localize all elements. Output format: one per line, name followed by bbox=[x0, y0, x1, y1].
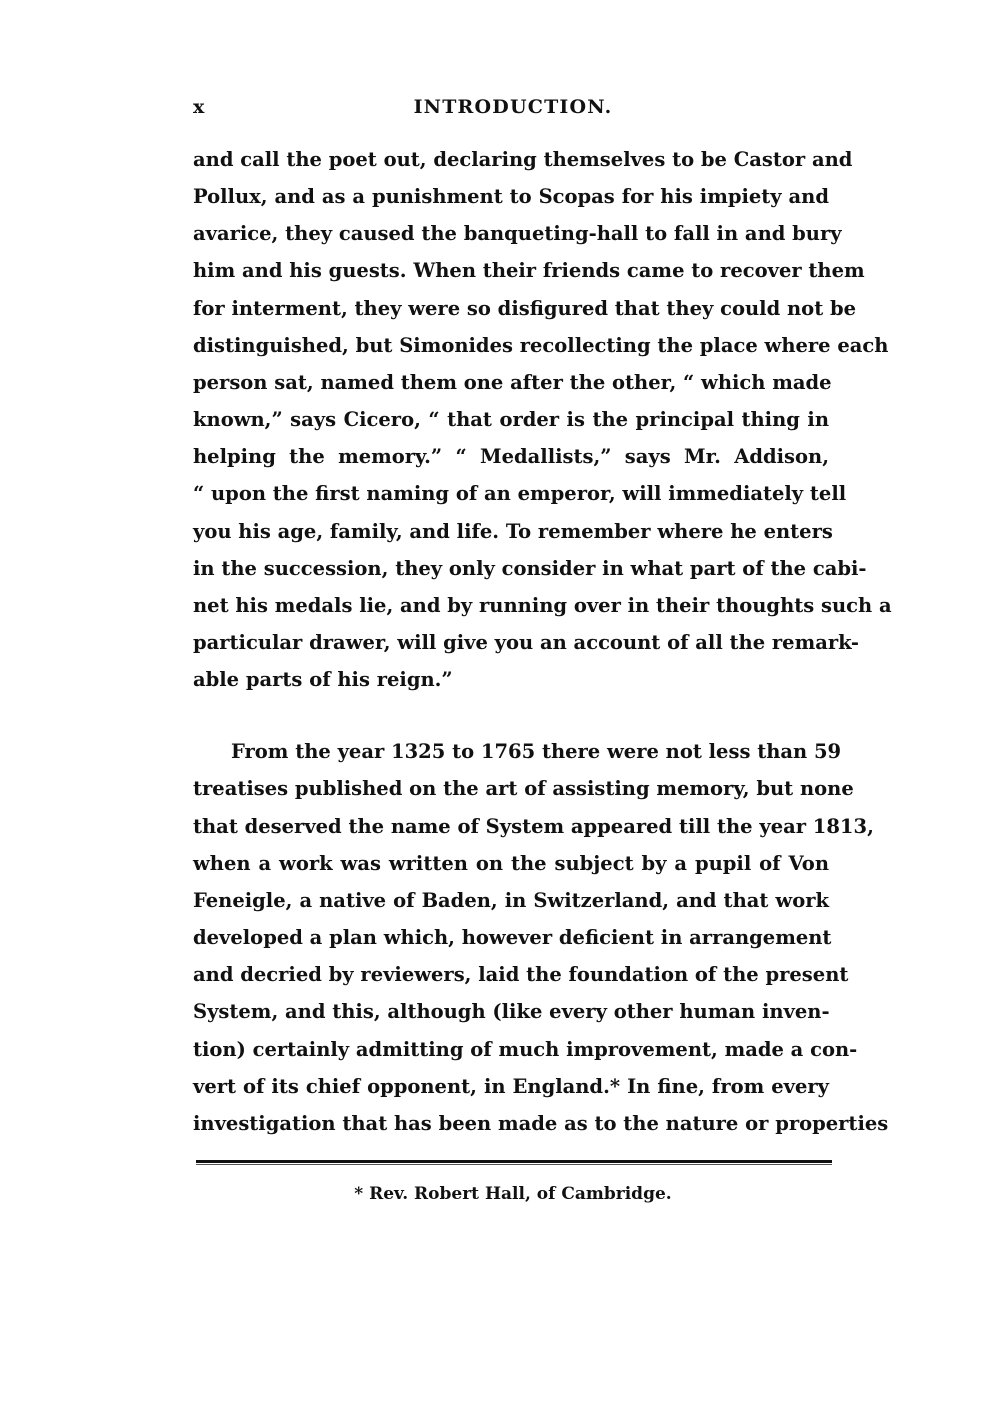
footnote-divider-thin bbox=[196, 1164, 832, 1165]
text-line: developed a plan which, however deficient in arrangement bbox=[193, 926, 832, 949]
text-line: avarice, they caused the banqueting-hall to fall in and bury bbox=[193, 222, 842, 245]
text-line: tion) certainly admitting of much improvement, made a con- bbox=[193, 1038, 858, 1061]
text-line: Pollux, and as a punishment to Scopas for his impiety and bbox=[193, 185, 829, 208]
text-line: known,” says Cicero, “ that order is the principal thing in bbox=[193, 408, 829, 431]
text-line: and decried by reviewers, laid the foundation of the present bbox=[193, 963, 849, 986]
text-line: From the year 1325 to 1765 there were not less than 59 bbox=[231, 740, 842, 763]
running-head-title: INTRODUCTION. bbox=[413, 96, 613, 118]
text-line: person sat, named them one after the other, “ which made bbox=[193, 371, 832, 394]
text-line: him and his guests. When their friends came to recover them bbox=[193, 259, 865, 282]
text-line: for interment, they were so disfigured that they could not be bbox=[193, 297, 857, 320]
text-line: you his age, family, and life. To remember where he enters bbox=[193, 520, 833, 543]
text-line: when a work was written on the subject by a pupil of Von bbox=[193, 852, 829, 875]
page-number: x bbox=[193, 96, 206, 118]
footnote-divider bbox=[196, 1160, 832, 1163]
text-line: particular drawer, will give you an account of all the remark- bbox=[193, 631, 859, 654]
text-line: treatises published on the art of assisting memory, but none bbox=[193, 777, 854, 800]
text-line: that deserved the name of System appeared till the year 1813, bbox=[193, 815, 874, 838]
text-line: distinguished, but Simonides recollecting the place where each bbox=[193, 334, 889, 357]
text-line: System, and this, although (like every other human inven- bbox=[193, 1000, 830, 1023]
text-line: and call the poet out, declaring themselves to be Castor and bbox=[193, 148, 853, 171]
text-line: “ upon the first naming of an emperor, will immediately tell bbox=[193, 482, 847, 505]
text-line: able parts of his reign.” bbox=[193, 668, 453, 691]
text-line: Feneigle, a native of Baden, in Switzerland, and that work bbox=[193, 889, 829, 912]
footnote: * Rev. Robert Hall, of Cambridge. bbox=[354, 1184, 672, 1204]
text-line: helping the memory.” “ Medallists,” says Mr. Addison, bbox=[193, 445, 829, 468]
text-line: in the succession, they only consider in what part of the cabi- bbox=[193, 557, 867, 580]
text-line: net his medals lie, and by running over in their thoughts such a bbox=[193, 594, 892, 617]
text-line: vert of its chief opponent, in England.* In fine, from every bbox=[193, 1075, 829, 1098]
text-line: investigation that has been made as to the nature or properties bbox=[193, 1112, 889, 1135]
running-head bbox=[193, 96, 833, 120]
